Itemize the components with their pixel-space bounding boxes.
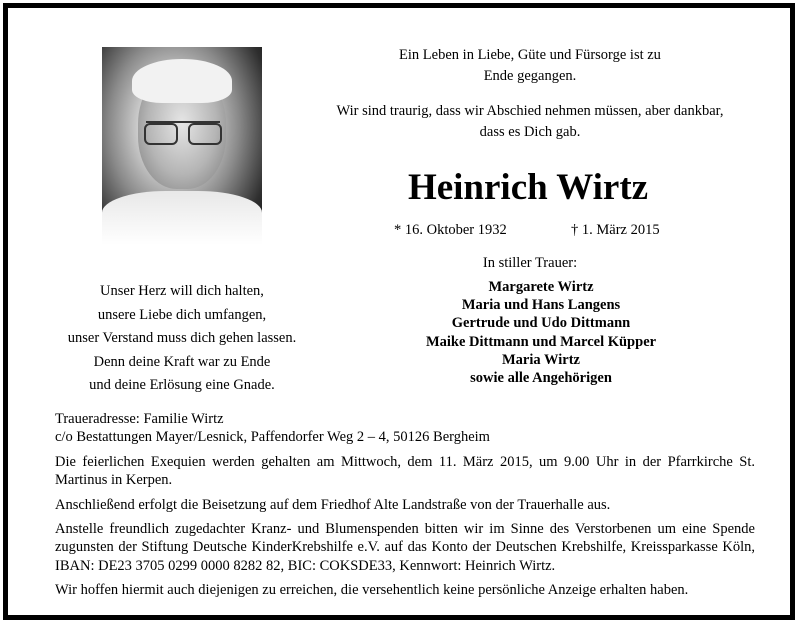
mourner: Maike Dittmann und Marcel Küpper bbox=[425, 333, 657, 350]
obituary-notice bbox=[3, 3, 795, 620]
poem-line: Unser Herz will dich halten, bbox=[100, 283, 264, 299]
poem-line: und deine Erlösung eine Gnade. bbox=[89, 377, 275, 393]
portrait-glasses bbox=[146, 121, 220, 143]
poem-line: Denn deine Kraft war zu Ende bbox=[93, 353, 271, 370]
notice-details bbox=[55, 410, 755, 600]
poem bbox=[42, 280, 322, 398]
mourner: Maria Wirtz bbox=[502, 351, 580, 368]
poem-line: unser Verstand muss dich gehen lassen. bbox=[67, 330, 297, 346]
funeral-home-address: c/o Bestattungen Mayer/Lesnick, Paffendorfer Weg 2 – 4, 50126 Bergheim bbox=[55, 429, 490, 446]
burial-paragraph: Anschließend erfolgt die Beisetzung auf dem Friedhof Alte Landstraße von der Trauerhalle aus. bbox=[55, 496, 611, 513]
death-date: † 1. März 2015 bbox=[571, 222, 660, 238]
mourning-title: In stiller Trauer: bbox=[482, 255, 578, 271]
poem-line: unsere Liebe dich umfangen, bbox=[97, 306, 267, 323]
mourning-address: Traueradresse: Familie Wirtz bbox=[55, 411, 224, 427]
quote-line: Ende gegangen. bbox=[483, 68, 577, 84]
portrait-photo bbox=[102, 47, 262, 245]
portrait-shirt bbox=[102, 191, 262, 245]
mourners-list bbox=[391, 278, 691, 387]
memorial-quote bbox=[320, 45, 740, 143]
deceased-name: Heinrich Wirtz bbox=[407, 167, 649, 208]
mourner: Gertrude und Udo Dittmann bbox=[451, 315, 631, 332]
quote-line: dass es Dich gab. bbox=[479, 124, 581, 140]
portrait-hair bbox=[132, 59, 232, 103]
closing-paragraph: Wir hoffen hiermit auch diejenigen zu erreichen, die versehentlich keine persönliche Anzeige erhalten haben. bbox=[55, 582, 689, 599]
quote-line: Ein Leben in Liebe, Güte und Fürsorge ist zu bbox=[399, 47, 661, 63]
mourner: sowie alle Angehörigen bbox=[470, 370, 612, 387]
service-paragraph: Die feierlichen Exequien werden gehalten am Mittwoch, dem 11. März 2015, um 9.00 Uhr in der Pfarrkirche St. Martinus in Kerpen. bbox=[55, 453, 755, 489]
quote-line: Wir sind traurig, dass wir Abschied nehmen müssen, aber dankbar, bbox=[336, 103, 724, 119]
donation-paragraph: Anstelle freundlich zugedachter Kranz- und Blumenspenden bitten wir im Sinne des Verstorbenen um eine Spende zugunsten der Stiftung Deutsche KinderKrebshilfe e.V. auf das Konto der Deutschen Krebshilfe, Kreissparkasse Köln, IBAN: DE23 3705 0299 0000 8282 82, BIC: COKSDE33, Kennwort: Heinrich Wirtz. bbox=[55, 521, 755, 574]
mourner: Maria und Hans Langens bbox=[461, 297, 621, 314]
birth-date: * 16. Oktober 1932 bbox=[394, 222, 507, 238]
mourner: Margarete Wirtz bbox=[488, 279, 594, 295]
